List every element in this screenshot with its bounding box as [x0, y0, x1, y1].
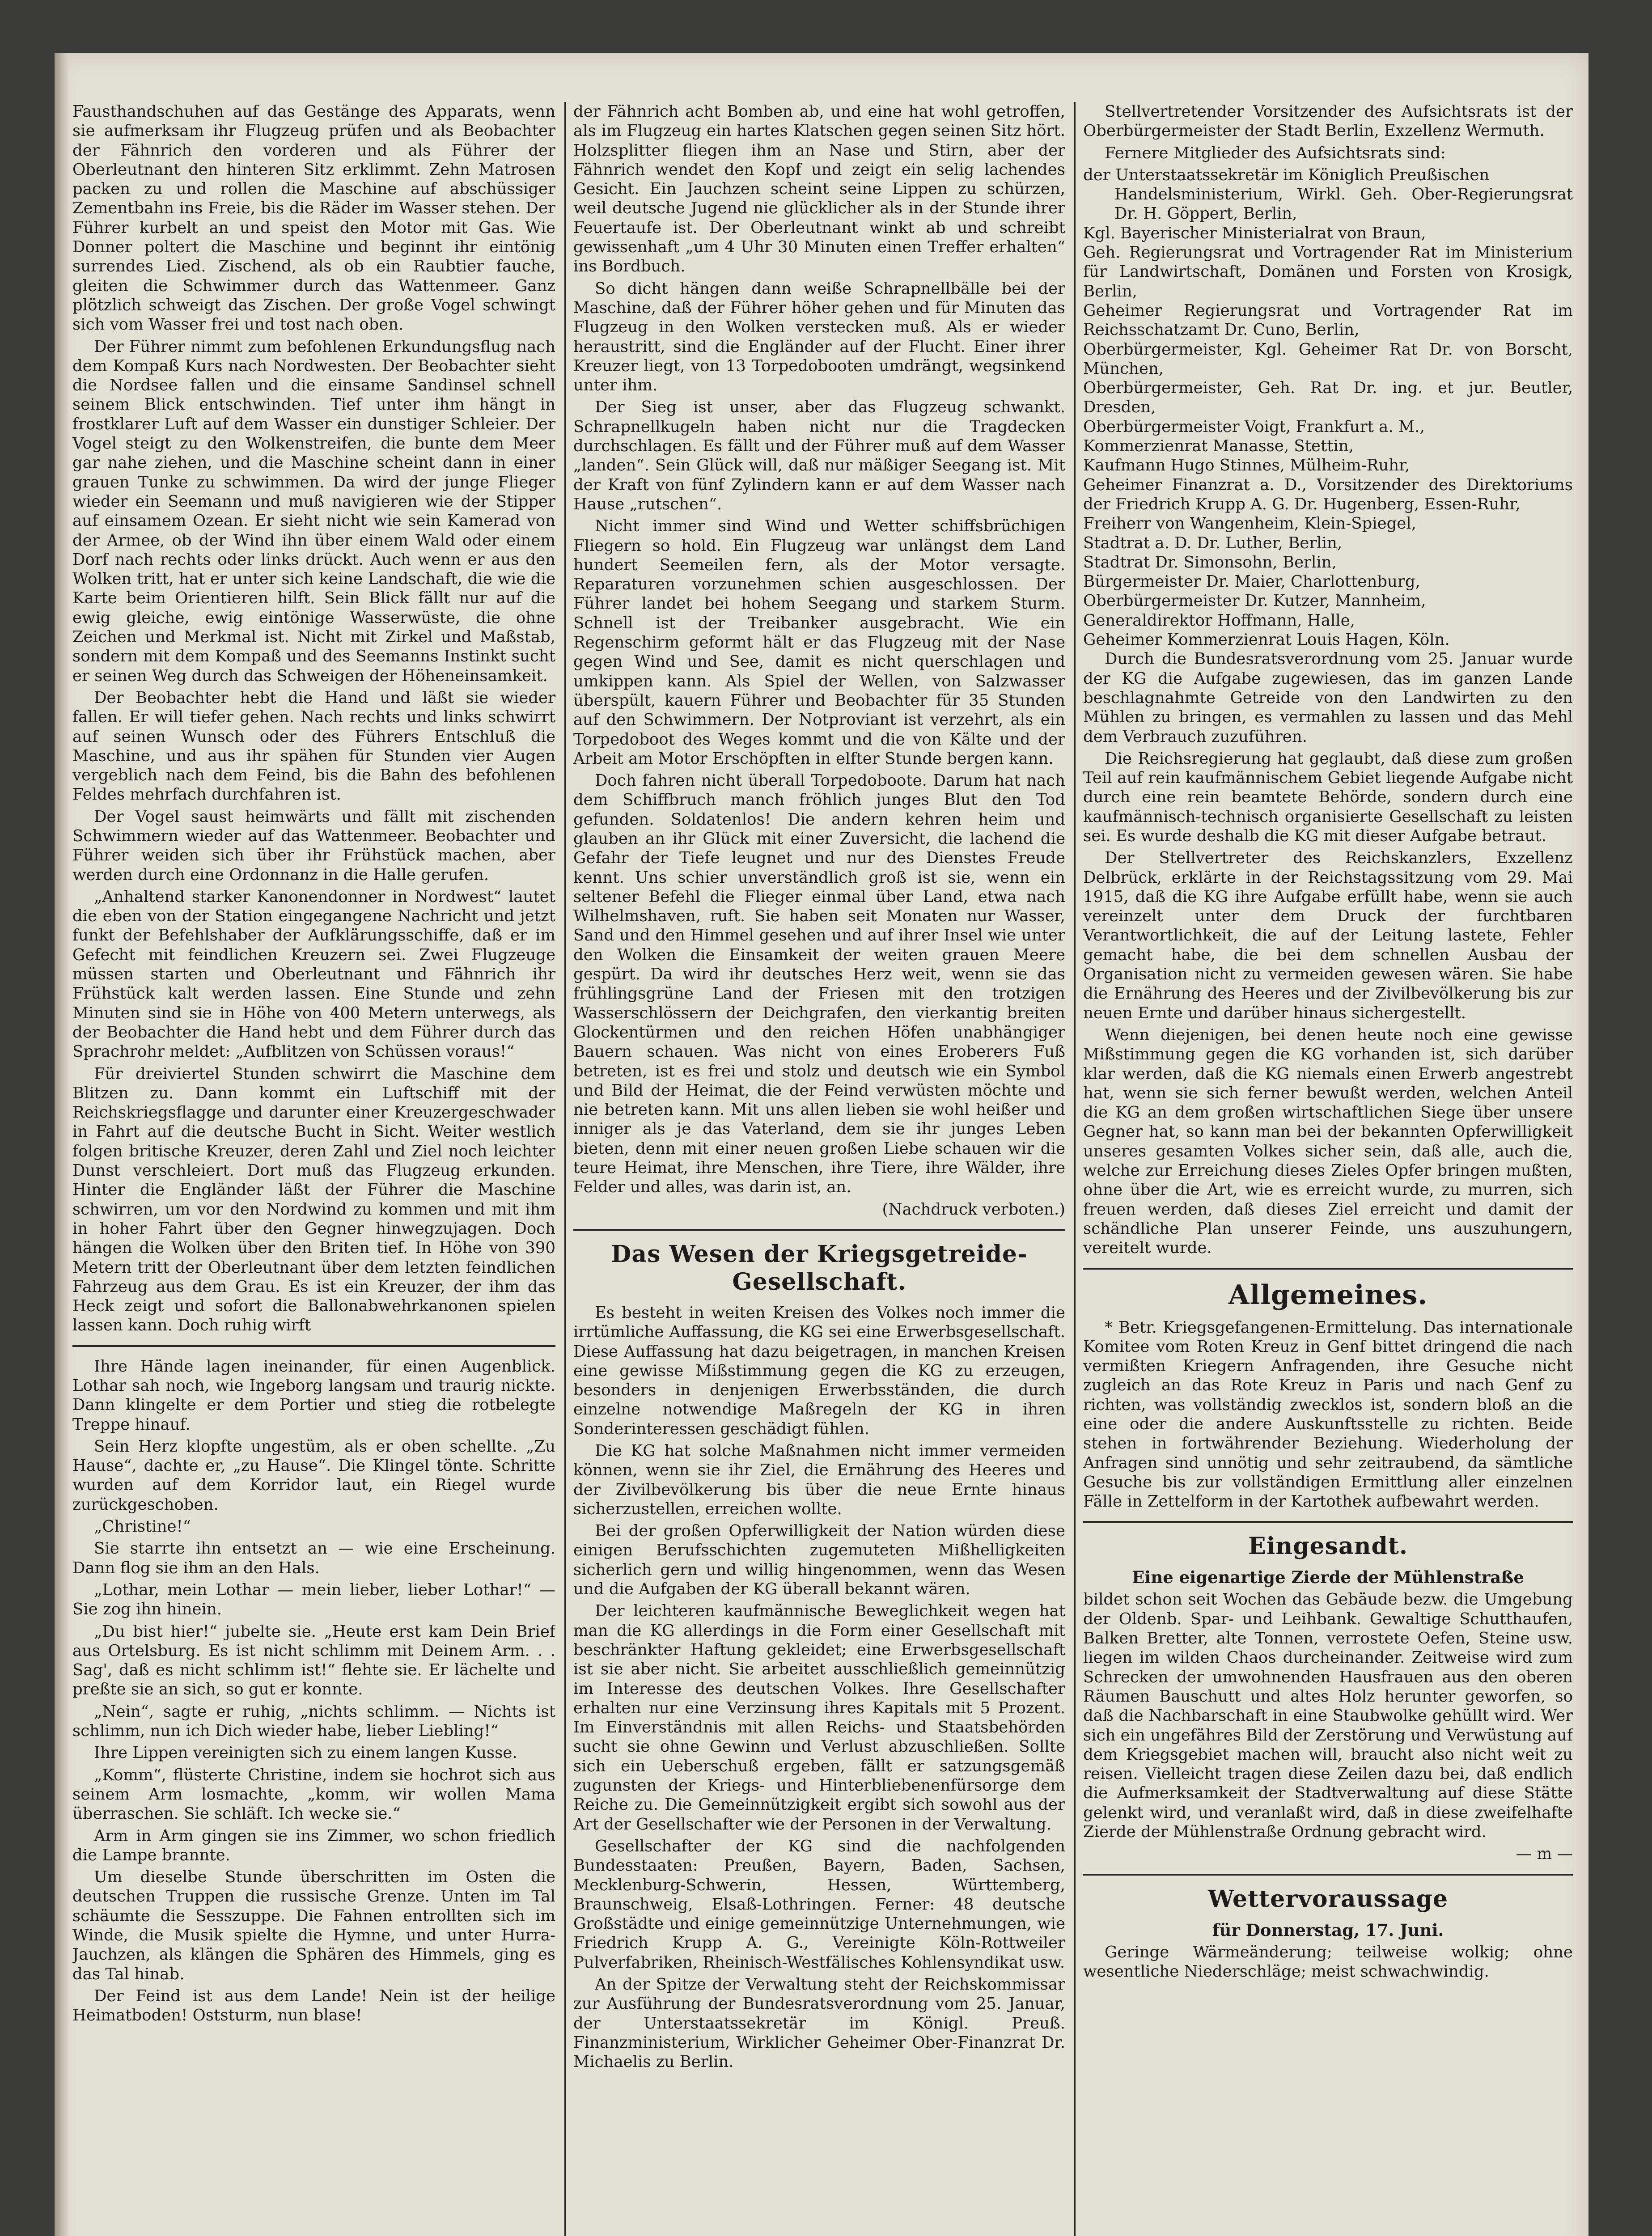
story-paragraph: Doch fahren nicht überall Torpedoboote. Darum hat nach dem Schiffbruch manch fröhlich junges Blut den Tod gefunden. Soldatenlos! Die andern kehren heim und glauben an ihr Glück mit einer Zuversicht, die lachend die Gefahr der Tiefe leugnet und nur des Dienstes Freude kennt. Uns schier unverständlich groß ist sie, wenn ein seltener Befehl die Flieger einmal über Land, etwa nach Wilhelmshaven, ruft. Sie haben seit Monaten nur Wasser, Sand und den Himmel gesehen und auf ihrer Insel wie unter den Wolken die Einsamkeit der weiten grauen Meere gespürt. Da wird ihr deutsches Herz weit, wenn sie das frühlingsgrüne Land der Friesen mit den trotzigen Wasserschlössern der Deichgrafen, den vierkantig breiten Glockentürmen und den reichen Höfen unabhängiger Bauern schauen. Was nicht von eines Eroberers Fuß betreten, ist es frei und stolz und deutsch wie ein Symbol und Bild der Heimat, die der Feind verwüsten möchte und nie betreten kann. Mit uns allen lieben sie wohl heißer und inniger als je das Vaterland, dem sie ihr junges Leben bieten, denn mit einer neuen großen Liebe schauen wir die teure Heimat, ihre Menschen, ihre Tiere, ihre Wälder, ihre Felder und alles, was darin ist, an. [573, 771, 1065, 1197]
board-member-line: Geheimer Regierungsrat und Vortragender Rat im Reichsschatzamt Dr. Cuno, Berlin, [1083, 301, 1573, 339]
story-paragraph: Der Führer nimmt zum befohlenen Erkundungsflug nach dem Kompaß Kurs nach Nordwesten. Der Beobachter sieht die Nordsee fallen und die einsame Sandinsel schnell seinem Blick entschwinden. Tief unter ihm hängt in frostklarer Luft auf dem Wasser ein dunstiger Schleier. Der Vogel steigt zu den Wolkenstreifen, die bunte dem Meer gar nahe ziehen, und die Maschine scheint dann in einer grauen Tunke zu schwimmen. Da wird der junge Flieger wieder ein Seemann und muß navigieren wie der Stipper auf einsamem Ozean. Er sieht nicht wie sein Kamerad von der Armee, ob der Wind ihn über einem Wald oder einem Dorf nach rechts oder links drückt. Auch wenn er aus den Wolken tritt, hat er unter sich keine Landschaft, die wie die Karte beim Orientieren hilft. Sein Blick fällt nur auf die ewig gleiche, ewig eintönige Wasserwüste, die ohne Zeichen und Merkmal ist. Nicht mit Zirkel und Maßstab, sondern mit dem Kompaß und des Seemanns Instinkt sucht er seinen Weg durch das Schweigen der Höheneinsamkeit. [72, 337, 555, 685]
serial-paragraph: „Lothar, mein Lothar — mein lieber, lieber Lothar!“ — Sie zog ihn hinein. [72, 1580, 555, 1619]
article-paragraph: Bei der großen Opferwilligkeit der Nation würden diese einigen Berufsschichten zugemuteten Mißhelligkeiten sicherlich gern und willig hingenommen, wenn das Wesen und die Aufgaben der KG überall bekannt wären. [573, 1522, 1065, 1599]
board-member-line: der Unterstaatssekretär im Königlich Preußischen [1083, 165, 1490, 184]
board-member-line: Geheimer Finanzrat a. D., Vorsitzender des Direktoriums der Friedrich Krupp A. G. Dr. Hugenberg, Essen-Ruhr, [1083, 475, 1573, 513]
weather-forecast: Geringe Wärmeänderung; teilweise wolkig; ohne wesentliche Niederschläge; meist schwachwindig. [1083, 1943, 1573, 1981]
serial-paragraph: Ihre Hände lagen ineinander, für einen Augenblick. Lothar sah noch, wie Ingeborg langsam und traurig nickte. Dann klingelte er dem Portier und stieg die rotbelegte Treppe hinauf. [72, 1357, 555, 1434]
article-paragraph: Es besteht in weiten Kreisen des Volkes noch immer die irrtümliche Auffassung, die KG sei eine Erwerbsgesellschaft. Diese Auffassung hat dazu beigetragen, in manchen Kreisen eine gewisse Mißstimmung gegen die KG zu erzeugen, besonders in denjenigen Erwerbsständen, die durch einzelne notwendige Maßregeln der KG in ihren Sonderinteressen geschädigt fühlen. [573, 1303, 1065, 1438]
serial-paragraph: Ihre Lippen vereinigten sich zu einem langen Kusse. [94, 1744, 517, 1762]
page-binding-edge [55, 53, 68, 2236]
serial-paragraph: „Nein“, sagte er ruhig, „nichts schlimm. — Nichts ist schlimm, nun ich Dich wieder habe, lieber Liebling!“ [72, 1702, 555, 1741]
board-member-line: Kaufmann Hugo Stinnes, Mülheim-Ruhr, [1083, 456, 1410, 475]
serial-paragraph: Sie starrte ihn entsetzt an — wie eine Erscheinung. Dann flog sie ihm an den Hals. [72, 1539, 555, 1577]
serial-paragraph: „Christine!“ [94, 1517, 191, 1536]
serial-paragraph: Um dieselbe Stunde überschritten im Osten die deutschen Truppen die russische Grenze. Unten im Tal schäumte die Sesszuppe. Die Fahnen entrollten sich im Winde, die Musik spielte die Hymne, und unter Hurra-Jauchzen, als klängen die Sphären des Himmels, ging es das Tal hinab. [72, 1868, 555, 1983]
column-2 [573, 102, 1065, 2075]
section-divider [573, 1229, 1065, 1231]
board-member-line: Stadtrat Dr. Simonsohn, Berlin, [1083, 553, 1337, 572]
article-paragraph: Der Stellvertreter des Reichskanzlers, Exzellenz Delbrück, erklärte in der Reichstagssitzung vom 29. Mai 1915, daß die KG ihre Aufgabe erfüllt habe, wenn sie auch vereinzelt unter dem Druck der furchtbaren Verantwortlichkeit, die auf der Leitung lastete, Fehler gemacht habe, die bei dem schnellen Ausbau der Organisation nicht zu vermeiden gewesen wären. Sie habe die Ernährung des Heeres und der Zivilbevölkerung bis zur neuen Ernte und darüber hinaus sichergestellt. [1083, 849, 1573, 1022]
story-paragraph: Für dreiviertel Stunden schwirrt die Maschine dem Blitzen zu. Dann kommt ein Luftschiff mit der Reichskriegsflagge und darunter einer Kreuzergeschwader in Fahrt auf die deutsche Bucht in Sicht. Weiter westlich folgen britische Kreuzer, deren Zahl und Ziel noch leichter Dunst verschleiert. Dort muß das Flugzeug erkunden. Hinter die Engländer läßt der Führer die Maschine schwirren, um vor den Nordwind zu kommen und mit ihm in hoher Fahrt über den Gegner hinwegzujagen. Doch hängen die Wolken über den Briten tief. In Höhe von 390 Metern tritt der Oberleutnant über dem letzten feindlichen Fahrzeug aus dem Grau. Es ist ein Kreuzer, der ihm das Heck zeigt und sofort die Ballonabwehrkanonen spielen lassen kann. Doch ruhig wirft [72, 1064, 555, 1335]
section-divider [1083, 1521, 1573, 1523]
board-member-line: Bürgermeister Dr. Maier, Charlottenburg, [1083, 572, 1420, 591]
serial-paragraph: Der Feind ist aus dem Lande! Nein ist der heilige Heimatboden! Oststurm, nun blase! [72, 1986, 555, 2025]
weather-date: für Donnerstag, 17. Juni. [1212, 1920, 1444, 1940]
story-paragraph: Fausthandschuhen auf das Gestänge des Apparats, wenn sie aufmerksam ihr Flugzeug prüfen und als Beobachter der Fähnrich den vorderen und als Führer der Oberleutnant den hinteren Sitz erklimmt. Zehn Matrosen packen zu und rollen die Maschine auf abschüssiger Zementbahn ins Freie, bis die Räder im Wasser stehen. Der Führer kurbelt an und speist den Motor mit Gas. Wie Donner poltert die Maschine und beginnt ihr eintönig surrendes Lied. Zischend, als ob ein Raubtier fauche, gleiten die Schwimmer durch das Wattenmeer. Ganz plötzlich schweigt das Zischen. Der große Vogel schwingt sich vom Wasser frei und tost nach oben. [72, 102, 555, 334]
story-continuation [72, 102, 555, 1335]
column-3 [1083, 102, 1573, 1984]
board-member-line: Oberbürgermeister Dr. Kutzer, Mannheim, [1083, 592, 1426, 610]
section-title-eingesandt: Eingesandt. [1248, 1533, 1408, 1560]
board-member-line: Handelsministerium, Wirkl. Geh. Ober-Regierungsrat Dr. H. Göppert, Berlin, [1114, 185, 1573, 223]
section-title-allgemeines: Allgemeines. [1228, 1279, 1428, 1311]
story-paragraph: Nicht immer sind Wind und Wetter schiffsbrüchigen Fliegern so hold. Ein Flugzeug war unlängst dem Land hundert Seemeilen fern, als der Motor versagte. Reparaturen vorzunehmen schien ausgeschlossen. Der Führer landet bei hohem Seegang und starkem Sturm. Schnell ist der Treibanker ausgebracht. Wie ein Regenschirm geformt hält er das Flugzeug mit der Nase gegen Wind und See, damit es nicht querschlagen und umkippen kann. Als Spiel der Wellen, von Salzwasser überspült, kauern Führer und Beobachter für 35 Stunden auf den Schwimmern. Der Notproviant ist verzehrt, als ein Torpedoboot des Weges kommt und die von Kälte und der Arbeit am Motor Erschöpften in elfter Stunde bergen kann. [573, 517, 1065, 768]
section-divider [1083, 1268, 1573, 1270]
reprint-notice: (Nachdruck verboten.) [882, 1200, 1065, 1219]
serial-paragraph: „Du bist hier!“ jubelte sie. „Heute erst kam Dein Brief aus Ortelsburg. Es ist nicht schlimm mit Deinem Arm. . . Sag', daß es nicht schlimm ist!“ flehte sie. Er lächelte und preßte sie an sich, so gut er konnte. [72, 1622, 555, 1699]
board-member-line: Oberbürgermeister, Geh. Rat Dr. ing. et jur. Beutler, Dresden, [1083, 379, 1573, 417]
notice-paragraph: * Betr. Kriegsgefangenen-Ermittelung. Das internationale Komitee vom Roten Kreuz in Genf bittet dringend die nach vermißten Kriegern Anfragenden, ihre Gesuche nicht zugleich an das Rote Kreuz in Paris und nach Genf zu richten, was vollständig zwecklos ist, sondern bloß an die eine oder die andere Auskunftsstelle zu richten. Beide stehen in fortwährender Beziehung. Wiederholung der Anfragen sind unnötig und sehr zeitraubend, da sämtliche Gesuche bis zur vollständigen Ermittlung aller einzelnen Fälle in Zettelform in der Kartothek aufbewahrt werden. [1083, 1318, 1573, 1511]
letter-signature: — m — [1516, 1845, 1573, 1863]
article-paragraph: Durch die Bundesratsverordnung vom 25. Januar wurde der KG die Aufgabe zugewiesen, das im ganzen Lande beschlagnahmte Getreide von den Landwirten zu den Mühlen zu bringen, es vermahlen zu lassen und das Mehl dem Verbrauch zuzuführen. [1083, 650, 1573, 746]
article-paragraph: Die Reichsregierung hat geglaubt, daß diese zum großen Teil auf rein kaufmännischem Gebiet liegende Aufgabe nicht durch eine rein beamtete Behörde, sondern durch eine kaufmännisch-technisch organisierte Gesellschaft zu leisten sei. Es wurde deshalb die KG mit dieser Aufgabe betraut. [1083, 749, 1573, 845]
board-member-line: Kommerzienrat Manasse, Stettin, [1083, 437, 1354, 456]
column-rule-2 [1074, 102, 1076, 2236]
article-paragraph: Die KG hat solche Maßnahmen nicht immer vermeiden können, wenn sie ihr Ziel, die Ernährung des Heeres und der Zivilbevölkerung bis über die neue Ernte hinaus sicherzustellen, erreichen wollte. [573, 1442, 1065, 1518]
story-paragraph: „Anhaltend starker Kanonendonner in Nordwest“ lautet die eben von der Station eingegangene Nachricht und jetzt funkt der Befehlshaber der Aufklärungsschiffe, daß er im Gefecht mit feindlichen Kreuzern sei. Zwei Flugzeuge müssen starten und Oberleutnant und Fähnrich ihr Frühstück kalt werden lassen. Eine Stunde und zehn Minuten sind sie in Höhe von 400 Metern unterwegs, als der Beobachter die Hand hebt und dem Führer durch das Sprachrohr meldet: „Aufblitzen von Schüssen voraus!“ [72, 887, 555, 1061]
serial-paragraph: „Komm“, flüsterte Christine, indem sie hochrot sich aus seinem Arm losmachte, „komm, wir wollen Mama überraschen. Sie schläft. Ich wecke sie.“ [72, 1766, 555, 1823]
board-member-line: Generaldirektor Hoffmann, Halle, [1083, 611, 1355, 630]
board-member-line: Geh. Regierungsrat und Vortragender Rat im Ministerium für Landwirtschaft, Domänen und Forsten von Krosigk, Berlin, [1083, 243, 1573, 301]
story-paragraph: Der Beobachter hebt die Hand und läßt sie wieder fallen. Er will tiefer gehen. Nach rechts und links schwirrt auf seinen Wunsch oder des Führers Entschluß die Maschine, und aus ihr spähen für Stunden vier Augen vergeblich nach dem Feind, bis die Bahn des befohlenen Feldes mehrfach durchfahren ist. [72, 688, 555, 804]
board-member-list [1083, 165, 1573, 649]
article-title: Das Wesen der Kriegsgetreide-Gesellschaft. [611, 1240, 1028, 1296]
column-rule-1 [564, 102, 566, 2236]
article-paragraph: Gesellschafter der KG sind die nachfolgenden Bundesstaaten: Preußen, Bayern, Baden, Sachsen, Mecklenburg-Schwerin, Hessen, Württemberg, Braunschweig, Elsaß-Lothringen. Ferner: 48 deutsche Großstädte und einige gemeinnützige Unternehmungen, wie Friedrich Krupp A. G., Vereinigte Köln-Rottweiler Pulverfabriken, Rheinisch-Westfälisches Kohlensyndikat usw. [573, 1837, 1065, 1972]
story-paragraph: Der Sieg ist unser, aber das Flugzeug schwankt. Schrapnellkugeln haben nicht nur die Tragdecken durchschlagen. Es fällt und der Führer muß auf dem Wasser „landen“. Sein Glück will, daß nur mäßiger Seegang ist. Mit der Kraft von fünf Zylindern kann er auf dem Wasser nach Hause „rutschen“. [573, 398, 1065, 513]
article-paragraph: Der leichteren kaufmännische Beweglichkeit wegen hat man die KG allerdings in die Form einer Gesellschaft mit beschränkter Haftung gekleidet; eine Erwerbsgesellschaft ist sie aber nicht. Sie arbeitet ausschließlich gemeinnützig im Interesse des deutschen Volkes. Ihre Gesellschafter erhalten nur eine Verzinsung ihres Kapitals mit 5 Prozent. Im Einverständnis mit allen Reichs- und Staatsbehörden sucht sie ohne Gewinn und Verlust abzuschließen. Sollte sich ein Ueberschuß ergeben, fällt er satzungsgemäß zugunsten der Kriegs- und Hinterbliebenenfürsorge dem Reiche zu. Die Gemeinnützigkeit ergibt sich sowohl aus der Art der Gesellschafter wie der Personen in der Verwaltung. [573, 1602, 1065, 1834]
newspaper-page [55, 53, 1588, 2236]
board-member-line: Freiherr von Wangenheim, Klein-Spiegel, [1083, 514, 1416, 533]
board-member-line: Oberbürgermeister Voigt, Frankfurt a. M., [1083, 417, 1425, 436]
board-member-line: Stadtrat a. D. Dr. Luther, Berlin, [1083, 534, 1343, 552]
board-member-line: Kgl. Bayerischer Ministerialrat von Braun, [1083, 224, 1426, 242]
story-paragraph: So dicht hängen dann weiße Schrapnellbälle bei der Maschine, daß der Führer höher gehen und für Minuten das Flugzeug in den Wolken verstecken muß. Als er wieder heraustritt, sind die Engländer auf der Flucht. Einer ihrer Kreuzer liegt, von 13 Torpedobooten umdrängt, wegsinkend unter ihm. [573, 279, 1065, 395]
weather-title: Wettervoraussage [1207, 1885, 1449, 1913]
article-paragraph: Wenn diejenigen, bei denen heute noch eine gewisse Mißstimmung gegen die KG vorhanden ist, sich darüber klar werden, daß die KG niemals einen Erwerb angestrebt hat, wenn sie sich ferner bewußt werden, welchen Anteil die KG an dem großen wirtschaftlichen Siege über unsere Gegner hat, so kann man bei der bekannten Opferwilligkeit unseres gesamten Volkes sicher sein, daß alle, auch die, welche zur Erreichung dieses Zieles Opfer bringen mußten, ohne über die Art, wie es erreicht wurde, zu murren, sich freuen werden, daß dieses Ziel erreicht und damit der schändliche Plan unserer Feinde, uns auszuhungern, vereitelt wurde. [1083, 1025, 1573, 1258]
serial-paragraph: Arm in Arm gingen sie ins Zimmer, wo schon friedlich die Lampe brannte. [72, 1826, 555, 1864]
article-paragraph: An der Spitze der Verwaltung steht der Reichskommissar zur Ausführung der Bundesratsverordnung vom 25. Januar, der Unterstaatssekretär im Königl. Preuß. Finanzministerium, Wirklicher Geheimer Ober-Finanzrat Dr. Michaelis zu Berlin. [573, 1975, 1065, 2071]
serial-novel [72, 1357, 555, 2025]
section-divider [1083, 1874, 1573, 1876]
story-paragraph: der Fähnrich acht Bomben ab, und eine hat wohl getroffen, als im Flugzeug ein hartes Klatschen gegen seinen Sitz hört. Holzsplitter fliegen ihm an Nase und Stirn, aber der Fähnrich wendet den Kopf und zeigt ein selig lachendes Gesicht. Ein Jauchzen scheint seine Lippen zu schürzen, weil deutsche Jugend nie glücklicher als in der Stunde ihrer Feuertaufe ist. Der Oberleutnant winkt ab und schreibt gewissenhaft „um 4 Uhr 30 Minuten einen Treffer erhalten“ ins Bordbuch. [573, 102, 1065, 276]
letter-subtitle: Eine eigenartige Zierde der Mühlenstraße [1132, 1567, 1524, 1588]
serial-paragraph: Sein Herz klopfte ungestüm, als er oben schellte. „Zu Hause“, dachte er, „zu Hause“. Die Klingel tönte. Schritte wurden auf dem Korridor laut, ein Riegel wurde zurückgeschoben. [72, 1437, 555, 1514]
board-paragraph: Fernere Mitglieder des Aufsichtsrats sind: [1105, 144, 1446, 162]
board-paragraph: Stellvertretender Vorsitzender des Aufsichtsrats ist der Oberbürgermeister der Stadt Berlin, Exzellenz Wermuth. [1083, 102, 1573, 140]
letter-paragraph: bildet schon seit Wochen das Gebäude bezw. die Umgebung der Oldenb. Spar- und Leihbank. Gewaltige Schutthaufen, Balken Bretter, alte Tonnen, verrostete Oefen, Steine usw. liegen im wilden Chaos durcheinander. Zeitweise wird zum Schrecken der umwohnenden Hausfrauen aus den oberen Räumen Bauschutt und altes Holz herunter geworfen, so daß die Nachbarschaft in eine Staubwolke gehüllt wird. Wer sich ein ungefähres Bild der Zerstörung und Verwüstung auf dem Kriegsgebiet machen will, braucht also nicht weit zu reisen. Vielleicht tragen diese Zeilen dazu bei, daß endlich die Aufmerksamkeit der Stadtverwaltung auf diese Stätte gelenkt wird, und veranlaßt wird, daß in diese zweifelhafte Zierde der Mühlenstraße Ordnung gebracht wird. [1083, 1590, 1573, 1842]
section-divider [72, 1345, 555, 1347]
board-member-line: Oberbürgermeister, Kgl. Geheimer Rat Dr. von Borscht, München, [1083, 340, 1573, 378]
story-paragraph: Der Vogel saust heimwärts und fällt mit zischenden Schwimmern wieder auf das Wattenmeer. Beobachter und Führer weiden sich über ihr Frühstück machen, aber werden durch eine Ordonnanz in die Halle gerufen. [72, 807, 555, 884]
column-1 [72, 102, 555, 2028]
board-member-line: Geheimer Kommerzienrat Louis Hagen, Köln. [1083, 631, 1450, 649]
